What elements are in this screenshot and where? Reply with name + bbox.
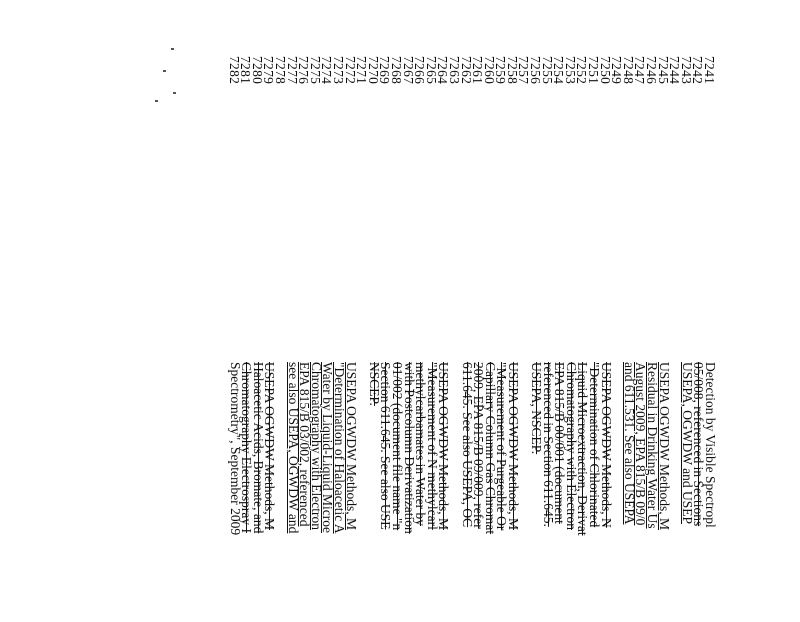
text-line: EPA 815/B 03/002, referenced [297, 362, 313, 527]
text-line: USEPA OGWDW Methods, M [262, 362, 278, 531]
text-line: methylcarbamates in Water by [413, 362, 429, 526]
text-line: "Determination of Chlorinated [587, 362, 603, 528]
text-line: EPA 815/B 00/001 (document [552, 362, 568, 524]
line-number: 7272 [342, 56, 358, 85]
line-number: 7281 [238, 56, 254, 85]
line-number: 7265 [423, 56, 439, 85]
line-number: 7271 [354, 56, 370, 85]
scan-speck [173, 92, 176, 94]
line-number: 7269 [377, 56, 393, 85]
text-line: 611.645. See also USEPA, OC [459, 362, 475, 528]
line-number: 7270 [365, 56, 381, 85]
line-number: 7252 [574, 56, 590, 85]
text-line: and 611.531. See also USEPA [621, 362, 637, 525]
line-number: 7242 [690, 56, 706, 85]
text-line: August 2009, EPA 815/B 09/0 [633, 362, 649, 526]
line-number: 7249 [609, 56, 625, 85]
text-line: see also USEPA, OGWDW and [285, 362, 301, 534]
scan-speck [163, 70, 166, 72]
line-number: 7253 [562, 56, 578, 85]
line-number: 7250 [597, 56, 613, 85]
text-line: USEPA OGWDW Methods, M [436, 362, 452, 531]
text-line: with Postcolumn Derivatization [401, 362, 417, 534]
text-line: 05/008, referenced in Sections [691, 362, 707, 527]
text-line: USEPA OGWDW Methods, M [505, 362, 521, 531]
line-number: 7274 [319, 56, 335, 85]
text-line: NSCEP. [366, 362, 382, 406]
text-line: 2009, EPA 815/B 09/009, refer [471, 362, 487, 529]
text-line: Chromatography with Electron [308, 362, 324, 530]
text-line: USEPA OGWDW Methods, N [598, 362, 614, 528]
line-number: 7279 [261, 56, 277, 85]
line-number: 7273 [331, 56, 346, 85]
text-line: USEPA OGWDW Methods, M [656, 362, 672, 531]
line-number: 7248 [620, 56, 636, 85]
text-line: Water by Liquid-Liquid Microe [320, 362, 336, 533]
text-line: Residual in Drinking Water Us [645, 362, 661, 529]
text-line: Capillary Column Gas Chromat [482, 362, 498, 535]
text-line: referenced in Section 611.645. [540, 362, 556, 527]
line-number: 7256 [528, 56, 544, 85]
text-line: Detection by Visible Spectropl [703, 362, 718, 528]
text-line: Chromatography Electrospray I [239, 362, 255, 533]
line-number: 7275 [307, 56, 323, 85]
line-number: 7267 [400, 56, 416, 85]
scan-speck [171, 48, 174, 50]
text-line: "Measurement of N methylcarl [424, 362, 440, 530]
line-number: 7245 [655, 56, 671, 85]
line-number: 7264 [435, 56, 451, 85]
line-number: 7241 [702, 56, 717, 85]
text-line: USEPA, OGWDW and USEP [679, 362, 695, 525]
line-number: 7251 [586, 56, 602, 85]
text-line: 01/002 (document file name "n [389, 362, 405, 531]
line-number: 7282 [226, 56, 242, 85]
scan-speck [155, 100, 158, 102]
line-number: 7280 [249, 56, 265, 85]
text-line: "Determination of Haloacetic A [332, 362, 347, 534]
line-number-column [228, 56, 715, 126]
text-line: Spectrometry", September 2009 [227, 362, 243, 536]
line-number: 7262 [458, 56, 474, 85]
line-number: 7260 [481, 56, 497, 85]
text-line: USEPA OGWDW Methods, M [343, 362, 359, 531]
line-number: 7246 [644, 56, 660, 85]
line-number: 7244 [667, 56, 683, 85]
text-line: Section 611.645. See also USE [378, 362, 394, 530]
line-number: 7263 [446, 56, 462, 85]
line-number: 7259 [493, 56, 509, 85]
text-line: Haloacetic Acids, Bromate, and [250, 362, 266, 534]
document-text-column [229, 362, 716, 622]
scan-specks [140, 40, 180, 120]
line-number: 7257 [516, 56, 532, 85]
text-line: Liquid Microextraction, Derivat [575, 362, 591, 536]
line-number: 7261 [470, 56, 486, 85]
line-number: 7247 [632, 56, 648, 85]
line-number: 7254 [551, 56, 567, 85]
line-number: 7278 [273, 56, 289, 85]
line-number: 7277 [284, 56, 300, 85]
line-number: 7266 [412, 56, 428, 85]
line-number: 7258 [504, 56, 520, 85]
line-number: 7255 [539, 56, 555, 85]
text-line: "Measurement of Purgeable Or [494, 362, 510, 531]
line-number: 7268 [388, 56, 404, 85]
text-line: USEPA, NSCEP. [529, 362, 545, 455]
text-line: Chromatography with Electron [563, 362, 579, 530]
line-number: 7243 [678, 56, 694, 85]
line-number: 7276 [296, 56, 312, 85]
